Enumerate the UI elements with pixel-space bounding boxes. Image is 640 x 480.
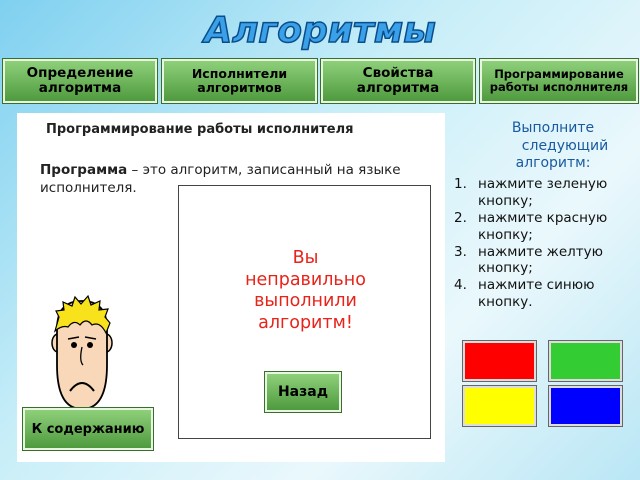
- contents-button[interactable]: К содержанию: [23, 408, 153, 450]
- step-text: нажмите синюю кнопку.: [478, 277, 595, 311]
- step-number: 2.: [454, 209, 467, 226]
- instructions-line: алгоритм:: [515, 155, 591, 171]
- sad-boy-icon: [50, 295, 114, 411]
- nav-label: Исполнители: [191, 66, 288, 82]
- page-title: Алгоритмы: [204, 10, 436, 51]
- blue-button[interactable]: [549, 386, 622, 426]
- yellow-button[interactable]: [463, 386, 536, 426]
- nav-label: работы исполнителя: [489, 80, 629, 94]
- nav-properties-button[interactable]: [321, 59, 475, 103]
- nav-label: Определение: [26, 65, 134, 82]
- list-item: [454, 210, 640, 244]
- instructions-line: Выполните: [511, 120, 595, 136]
- title-logo: [204, 4, 436, 52]
- nav-label: алгоритма: [356, 80, 440, 96]
- step-number: 3.: [454, 243, 467, 260]
- nav-label: Свойства: [362, 65, 434, 82]
- error-message-line: Вы: [292, 248, 319, 268]
- error-message: [179, 248, 432, 335]
- nav-definition-button[interactable]: [3, 59, 157, 103]
- step-number: 4.: [454, 277, 467, 294]
- step-text: нажмите желтую кнопку;: [478, 243, 603, 277]
- definition-body: – это алгоритм, записанный на языке исполнителя.: [40, 162, 401, 196]
- steps-list: [454, 176, 640, 311]
- step-number: 1.: [454, 176, 467, 192]
- green-button[interactable]: [549, 341, 622, 381]
- list-item: [454, 244, 640, 278]
- step-text: нажмите красную кнопку;: [478, 209, 608, 243]
- panel-title: Программирование работы исполнителя: [46, 122, 354, 137]
- nav-programming-button[interactable]: [480, 59, 638, 103]
- back-button[interactable]: Назад: [265, 372, 341, 412]
- nav-label: алгоритмов: [197, 80, 282, 95]
- red-button[interactable]: [463, 341, 536, 381]
- nav-label: Программирование: [494, 67, 624, 82]
- error-dialog: [178, 185, 431, 439]
- error-message-line: неправильно: [245, 269, 366, 290]
- error-message-line: алгоритм!: [258, 313, 353, 334]
- list-item: [454, 176, 640, 210]
- error-message-line: выполнили: [254, 291, 357, 312]
- list-item: [454, 277, 640, 311]
- definition-term: Программа: [40, 162, 128, 178]
- instructions-line: следующий: [521, 137, 609, 154]
- nav-executors-button[interactable]: [162, 59, 317, 103]
- instructions-heading: [478, 120, 628, 173]
- nav-label: алгоритма: [38, 80, 122, 96]
- step-text: нажмите зеленую кнопку;: [478, 176, 608, 209]
